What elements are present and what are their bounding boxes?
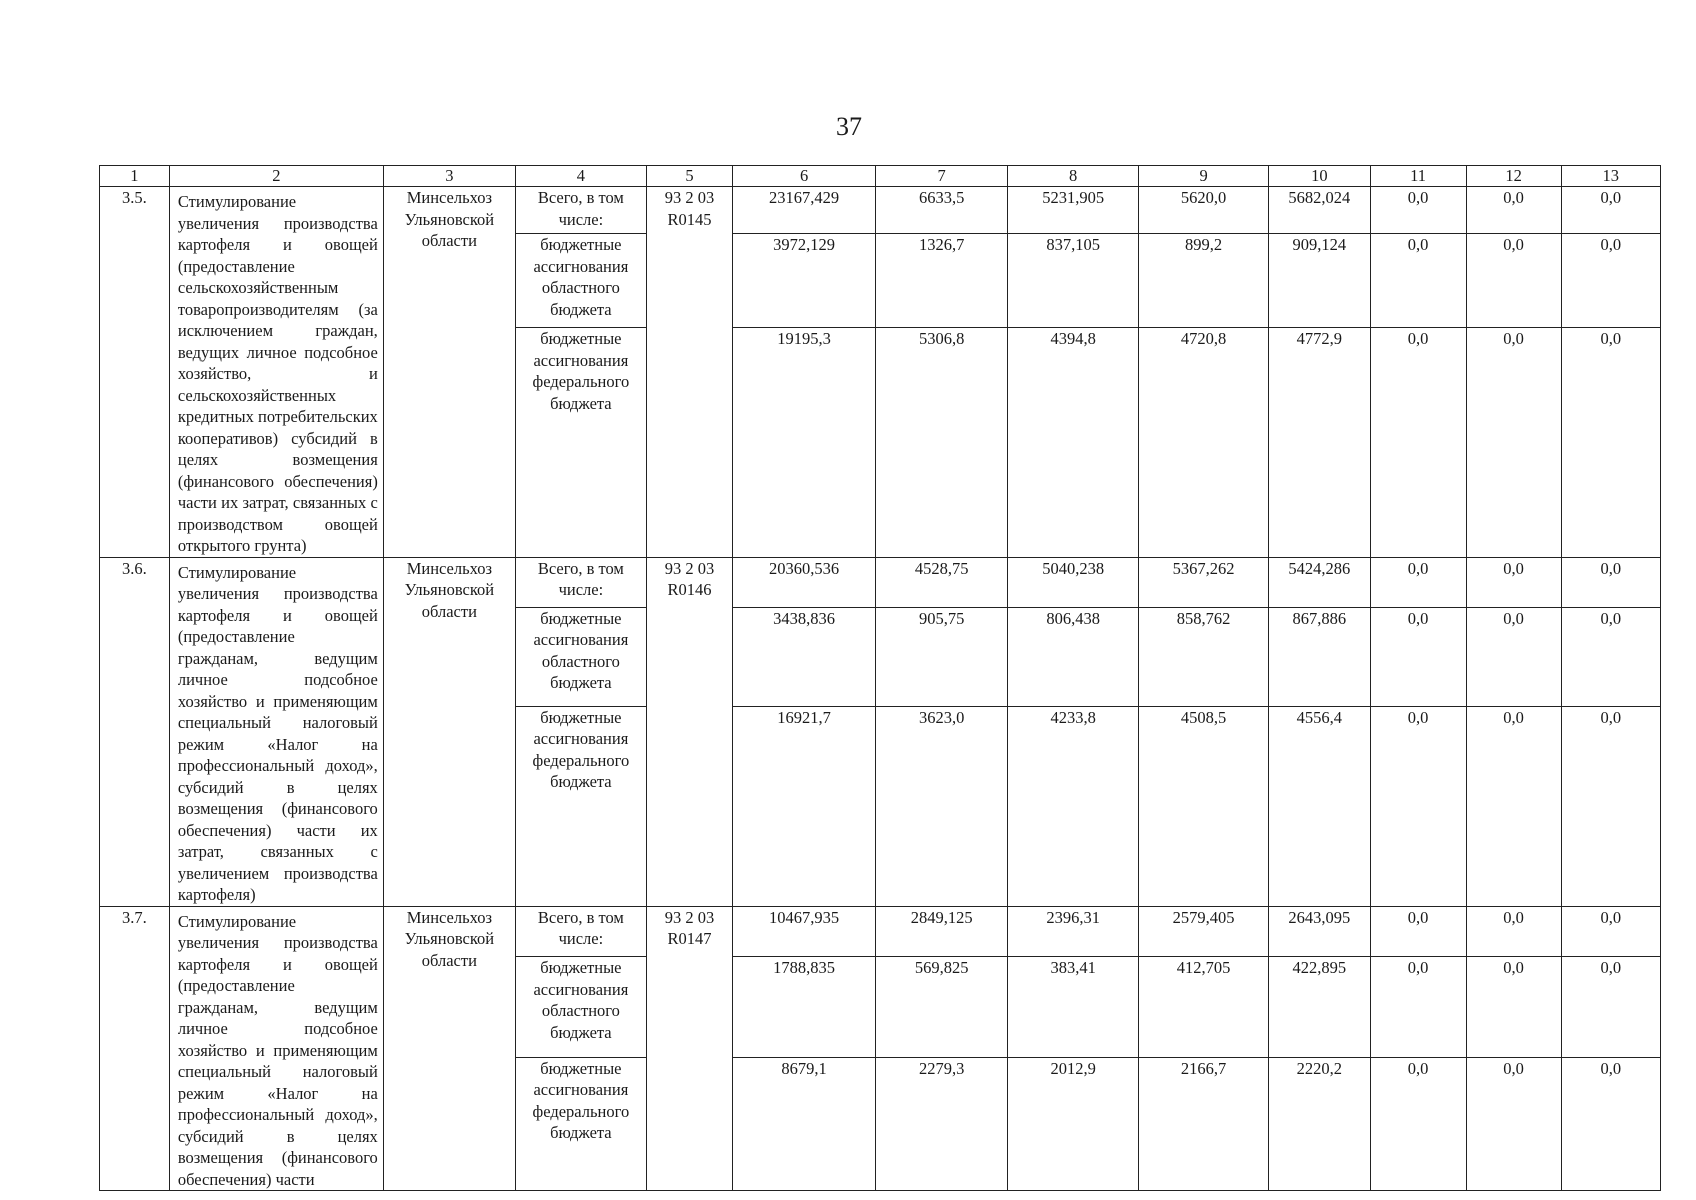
value-cell: 10467,935 <box>733 906 876 957</box>
header-cell: 9 <box>1139 166 1269 187</box>
value-cell: 2643,095 <box>1269 906 1371 957</box>
value-cell: 0,0 <box>1466 557 1561 607</box>
header-cell: 8 <box>1008 166 1139 187</box>
value-cell: 0,0 <box>1561 557 1660 607</box>
table-row <box>100 906 1661 957</box>
value-cell: 867,886 <box>1269 607 1371 706</box>
header-cell: 2 <box>169 166 383 187</box>
funding-source: бюджетные ассигнования федерального бюджета <box>515 1057 646 1190</box>
value-cell: 2396,31 <box>1008 906 1139 957</box>
value-cell: 0,0 <box>1370 1057 1466 1190</box>
row-description: Стимулирование увеличения производства картофеля и овощей (предоставление гражданам, ведущим личное подсобное хозяйство и применяющим специальный налоговый режим «Налог на профессиональный доход», субсидий в целях возмещения (финансового обеспечения) части <box>169 906 383 1191</box>
value-cell: 0,0 <box>1370 957 1466 1058</box>
value-cell: 0,0 <box>1370 706 1466 906</box>
value-cell: 0,0 <box>1370 557 1466 607</box>
row-executor: Минсельхоз Ульяновской области <box>383 557 515 906</box>
header-cell: 11 <box>1370 166 1466 187</box>
value-cell: 3438,836 <box>733 607 876 706</box>
table-row <box>100 557 1661 607</box>
value-cell: 0,0 <box>1561 328 1660 557</box>
funding-source: бюджетные ассигнования областного бюджета <box>515 234 646 328</box>
value-cell: 0,0 <box>1561 906 1660 957</box>
value-cell: 5231,905 <box>1008 187 1139 234</box>
value-cell: 2012,9 <box>1008 1057 1139 1190</box>
header-cell: 7 <box>876 166 1008 187</box>
header-cell: 10 <box>1269 166 1371 187</box>
funding-source: бюджетные ассигнования областного бюджета <box>515 607 646 706</box>
row-number: 3.6. <box>100 557 170 906</box>
value-cell: 5620,0 <box>1139 187 1269 234</box>
value-cell: 422,895 <box>1269 957 1371 1058</box>
row-number: 3.7. <box>100 906 170 1191</box>
table-row <box>100 187 1661 234</box>
funding-source: бюджетные ассигнования областного бюджета <box>515 957 646 1058</box>
value-cell: 0,0 <box>1466 234 1561 328</box>
value-cell: 383,41 <box>1008 957 1139 1058</box>
value-cell: 20360,536 <box>733 557 876 607</box>
value-cell: 909,124 <box>1269 234 1371 328</box>
value-cell: 5682,024 <box>1269 187 1371 234</box>
value-cell: 3972,129 <box>733 234 876 328</box>
value-cell: 4233,8 <box>1008 706 1139 906</box>
row-executor: Минсельхоз Ульяновской области <box>383 906 515 1191</box>
value-cell: 0,0 <box>1466 1057 1561 1190</box>
value-cell: 4528,75 <box>876 557 1008 607</box>
value-cell: 0,0 <box>1466 187 1561 234</box>
value-cell: 837,105 <box>1008 234 1139 328</box>
value-cell: 2579,405 <box>1139 906 1269 957</box>
value-cell: 6633,5 <box>876 187 1008 234</box>
row-executor: Минсельхоз Ульяновской области <box>383 187 515 558</box>
value-cell: 0,0 <box>1561 607 1660 706</box>
row-description: Стимулирование увеличения производства картофеля и овощей (предоставление гражданам, ведущим личное подсобное хозяйство и применяющим специальный налоговый режим «Налог на профессиональный доход», субсидий в целях возмещения (финансового обеспечения) части их затрат, связанных с увеличением производства картофеля) <box>169 557 383 906</box>
value-cell: 0,0 <box>1466 906 1561 957</box>
header-cell: 6 <box>733 166 876 187</box>
funding-source: Всего, в том числе: <box>515 187 646 234</box>
value-cell: 0,0 <box>1466 706 1561 906</box>
value-cell: 1326,7 <box>876 234 1008 328</box>
value-cell: 4556,4 <box>1269 706 1371 906</box>
value-cell: 1788,835 <box>733 957 876 1058</box>
budget-code: 93 2 03 R0145 <box>646 187 732 558</box>
header-cell: 1 <box>100 166 170 187</box>
value-cell: 0,0 <box>1370 607 1466 706</box>
value-cell: 4720,8 <box>1139 328 1269 557</box>
value-cell: 905,75 <box>876 607 1008 706</box>
value-cell: 806,438 <box>1008 607 1139 706</box>
funding-source: Всего, в том числе: <box>515 557 646 607</box>
value-cell: 2849,125 <box>876 906 1008 957</box>
value-cell: 2166,7 <box>1139 1057 1269 1190</box>
header-cell: 3 <box>383 166 515 187</box>
value-cell: 412,705 <box>1139 957 1269 1058</box>
value-cell: 0,0 <box>1561 957 1660 1058</box>
value-cell: 569,825 <box>876 957 1008 1058</box>
value-cell: 0,0 <box>1466 607 1561 706</box>
value-cell: 2279,3 <box>876 1057 1008 1190</box>
value-cell: 8679,1 <box>733 1057 876 1190</box>
header-cell: 12 <box>1466 166 1561 187</box>
value-cell: 3623,0 <box>876 706 1008 906</box>
value-cell: 0,0 <box>1466 957 1561 1058</box>
value-cell: 858,762 <box>1139 607 1269 706</box>
value-cell: 5040,238 <box>1008 557 1139 607</box>
value-cell: 0,0 <box>1466 328 1561 557</box>
value-cell: 5306,8 <box>876 328 1008 557</box>
value-cell: 4394,8 <box>1008 328 1139 557</box>
value-cell: 0,0 <box>1561 234 1660 328</box>
value-cell: 4772,9 <box>1269 328 1371 557</box>
value-cell: 23167,429 <box>733 187 876 234</box>
value-cell: 2220,2 <box>1269 1057 1371 1190</box>
budget-code: 93 2 03 R0146 <box>646 557 732 906</box>
value-cell: 0,0 <box>1370 328 1466 557</box>
value-cell: 19195,3 <box>733 328 876 557</box>
value-cell: 4508,5 <box>1139 706 1269 906</box>
value-cell: 0,0 <box>1561 706 1660 906</box>
value-cell: 0,0 <box>1561 187 1660 234</box>
header-cell: 5 <box>646 166 732 187</box>
funding-source: бюджетные ассигнования федерального бюджета <box>515 706 646 906</box>
header-row <box>100 166 1661 187</box>
value-cell: 0,0 <box>1370 906 1466 957</box>
budget-table <box>99 165 1661 1191</box>
value-cell: 0,0 <box>1370 234 1466 328</box>
value-cell: 0,0 <box>1370 187 1466 234</box>
header-cell: 13 <box>1561 166 1660 187</box>
value-cell: 5367,262 <box>1139 557 1269 607</box>
value-cell: 16921,7 <box>733 706 876 906</box>
value-cell: 899,2 <box>1139 234 1269 328</box>
funding-source: бюджетные ассигнования федерального бюджета <box>515 328 646 557</box>
funding-source: Всего, в том числе: <box>515 906 646 957</box>
header-cell: 4 <box>515 166 646 187</box>
row-number: 3.5. <box>100 187 170 558</box>
value-cell: 5424,286 <box>1269 557 1371 607</box>
value-cell: 0,0 <box>1561 1057 1660 1190</box>
page-number: 37 <box>836 112 862 141</box>
row-description: Стимулирование увеличения производства картофеля и овощей (предоставление сельскохозяйственным товаропроизводителям (за исключением граждан, ведущих личное подсобное хозяйство, и сельскохозяйственных кредитных потребительских кооперативов) субсидий в целях возмещения (финансового обеспечения) части их затрат, связанных с производством овощей открытого грунта) <box>169 187 383 558</box>
budget-code: 93 2 03 R0147 <box>646 906 732 1191</box>
